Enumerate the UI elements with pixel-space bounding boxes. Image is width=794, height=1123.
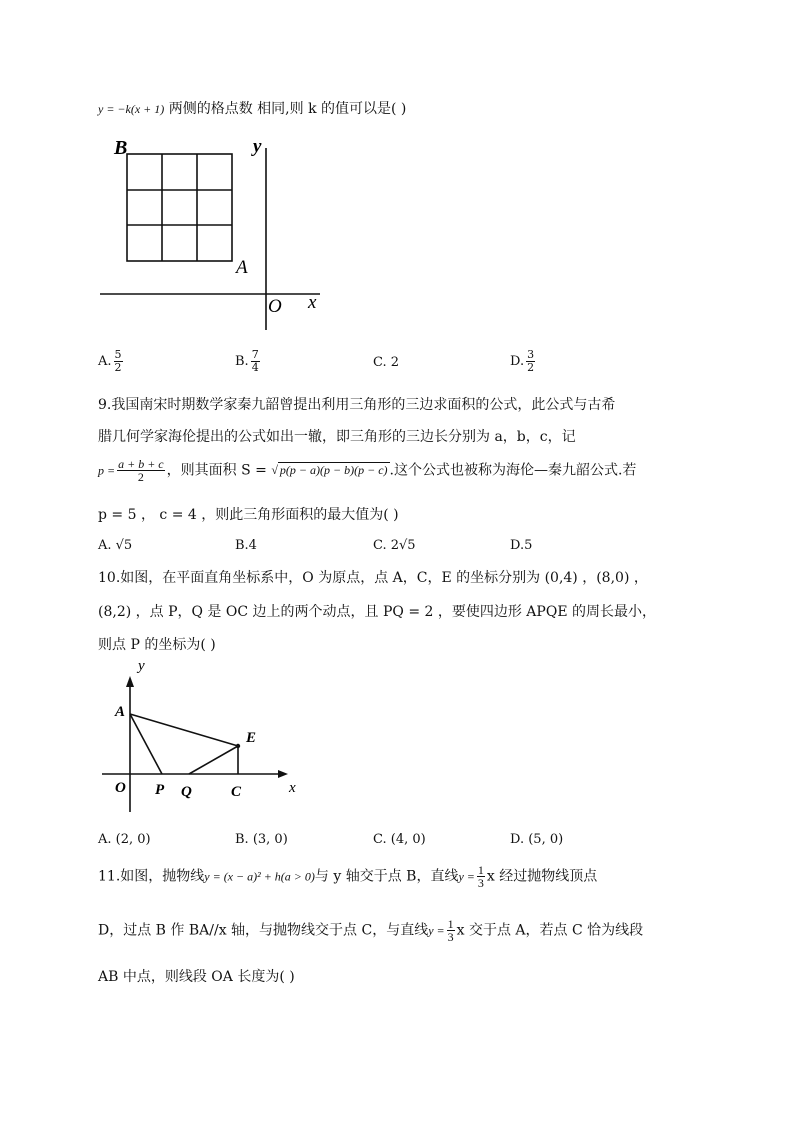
q11-frac-den-2: 3 [447,930,454,944]
q8-label-b: B [114,137,128,159]
q10-option-a: A. (2, 0) [98,832,151,847]
q9-p-denominator: 2 [137,470,144,484]
q9-line-1: 9.我国南宋时期数学家秦九韶曾提出利用三角形的三边求面积的公式，此公式与古希 [98,397,616,413]
q10-point-e [236,744,240,748]
q10-figure [98,660,308,820]
q8-label-a: A [236,257,248,278]
q10-option-d: D. (5, 0) [510,832,564,847]
q8-label-o: O [268,296,282,317]
q8-stem [98,98,406,118]
q8-option-b: B. $\frac{7}{4}$ [235,348,259,374]
q9-p-numerator: a + b + c [118,457,164,471]
q10-line-3: 则点 P 的坐标为( ) [98,637,216,653]
q8-option-c: C. 2 [373,355,400,370]
q9-line-3: p = $\frac{a + b + c}{2}$ ，则其面积 S = √ p(p − a)(p − b)(p − c) .这个公式也被称为海伦—秦九韶公式.若 [98,457,637,484]
q11-text-f: x 交于点 A，若点 C 恰为线段 [456,922,644,939]
q11-text-a: 11.如图，抛物线 [98,868,205,885]
q10-label-y: y [138,660,145,674]
q10-quadrilateral [130,714,238,774]
q11-line-lhs: y = [458,869,475,884]
q10-line-2: (8,2) ，点 P，Q 是 OC 边上的两个动点，且 PQ = 2 ，要使四边形 APQE 的周长最小， [98,604,656,620]
q8-grid [127,154,232,261]
q10-label-p: P [155,782,165,798]
q8-line-equation: y = −k(x + 1) [98,102,165,116]
q11-text-e: D，过点 B 作 BA//x 轴，与抛物线交于点 C，与直线 [98,922,429,939]
q9-option-a: A. √5 [98,538,133,553]
q11-frac-num-2: 1 [447,917,454,931]
q11-text-b: 与 y 轴交于点 B，直线 [314,868,459,885]
q11-line-2 [98,918,643,943]
q8-grid-figure [96,132,336,336]
q9-line-2: 腊几何学家海伦提出的公式如出一辙，即三角形的三边长分别为 a，b，c，记 [98,429,576,445]
q9-option-d: D.5 [510,538,533,553]
q11-line-lhs-2: y = [428,923,445,938]
q10-line-1: 10.如图，在平面直角坐标系中，O 为原点，点 A，C，E 的坐标分别为 (0,4) ，(8,0) ， [98,570,648,586]
q10-x-arrow [278,770,288,778]
q9-option-b: B.4 [235,538,257,553]
q11-text-d: x 经过抛物线顶点 [486,868,598,885]
q9-line-4: p = 5 ， c = 4 ，则此三角形面积的最大值为( ) [98,507,399,523]
q9-area-radicand: p(p − a)(p − b)(p − c) [279,463,388,477]
q10-label-o: O [115,780,126,796]
q9-line-3-tail: .这个公式也被称为海伦—秦九韶公式.若 [389,462,637,479]
q8-label-y: y [253,136,262,157]
q8-label-x: x [308,292,317,313]
q10-label-q: Q [181,784,192,800]
q11-frac-den: 3 [477,876,484,890]
q9-area-text: ，则其面积 S = [166,462,267,479]
q8-option-d: D. $\frac{3}{2}$ [510,348,535,374]
q10-label-a: A [115,704,126,720]
q9-p-lhs: p = [98,463,116,478]
q11-line-1 [98,864,597,889]
q9-option-c: C. 2√5 [373,538,416,553]
q11-frac-num: 1 [477,863,484,877]
q10-label-c: C [231,784,242,800]
q8-option-a: A. $\frac{5}{2}$ [98,348,122,374]
q8-stem-text: 两侧的格点数 相同,则 k 的值可以是( ) [168,101,407,117]
q11-parabola-equation: y = (x − a)² + h(a > 0) [204,869,315,884]
q10-label-x: x [289,780,296,796]
q11-line-3: AB 中点，则线段 OA 长度为( ) [98,969,295,985]
q10-option-c: C. (4, 0) [373,832,426,847]
q10-option-b: B. (3, 0) [235,832,288,847]
q10-label-e: E [246,730,257,746]
q10-y-arrow [126,676,134,687]
